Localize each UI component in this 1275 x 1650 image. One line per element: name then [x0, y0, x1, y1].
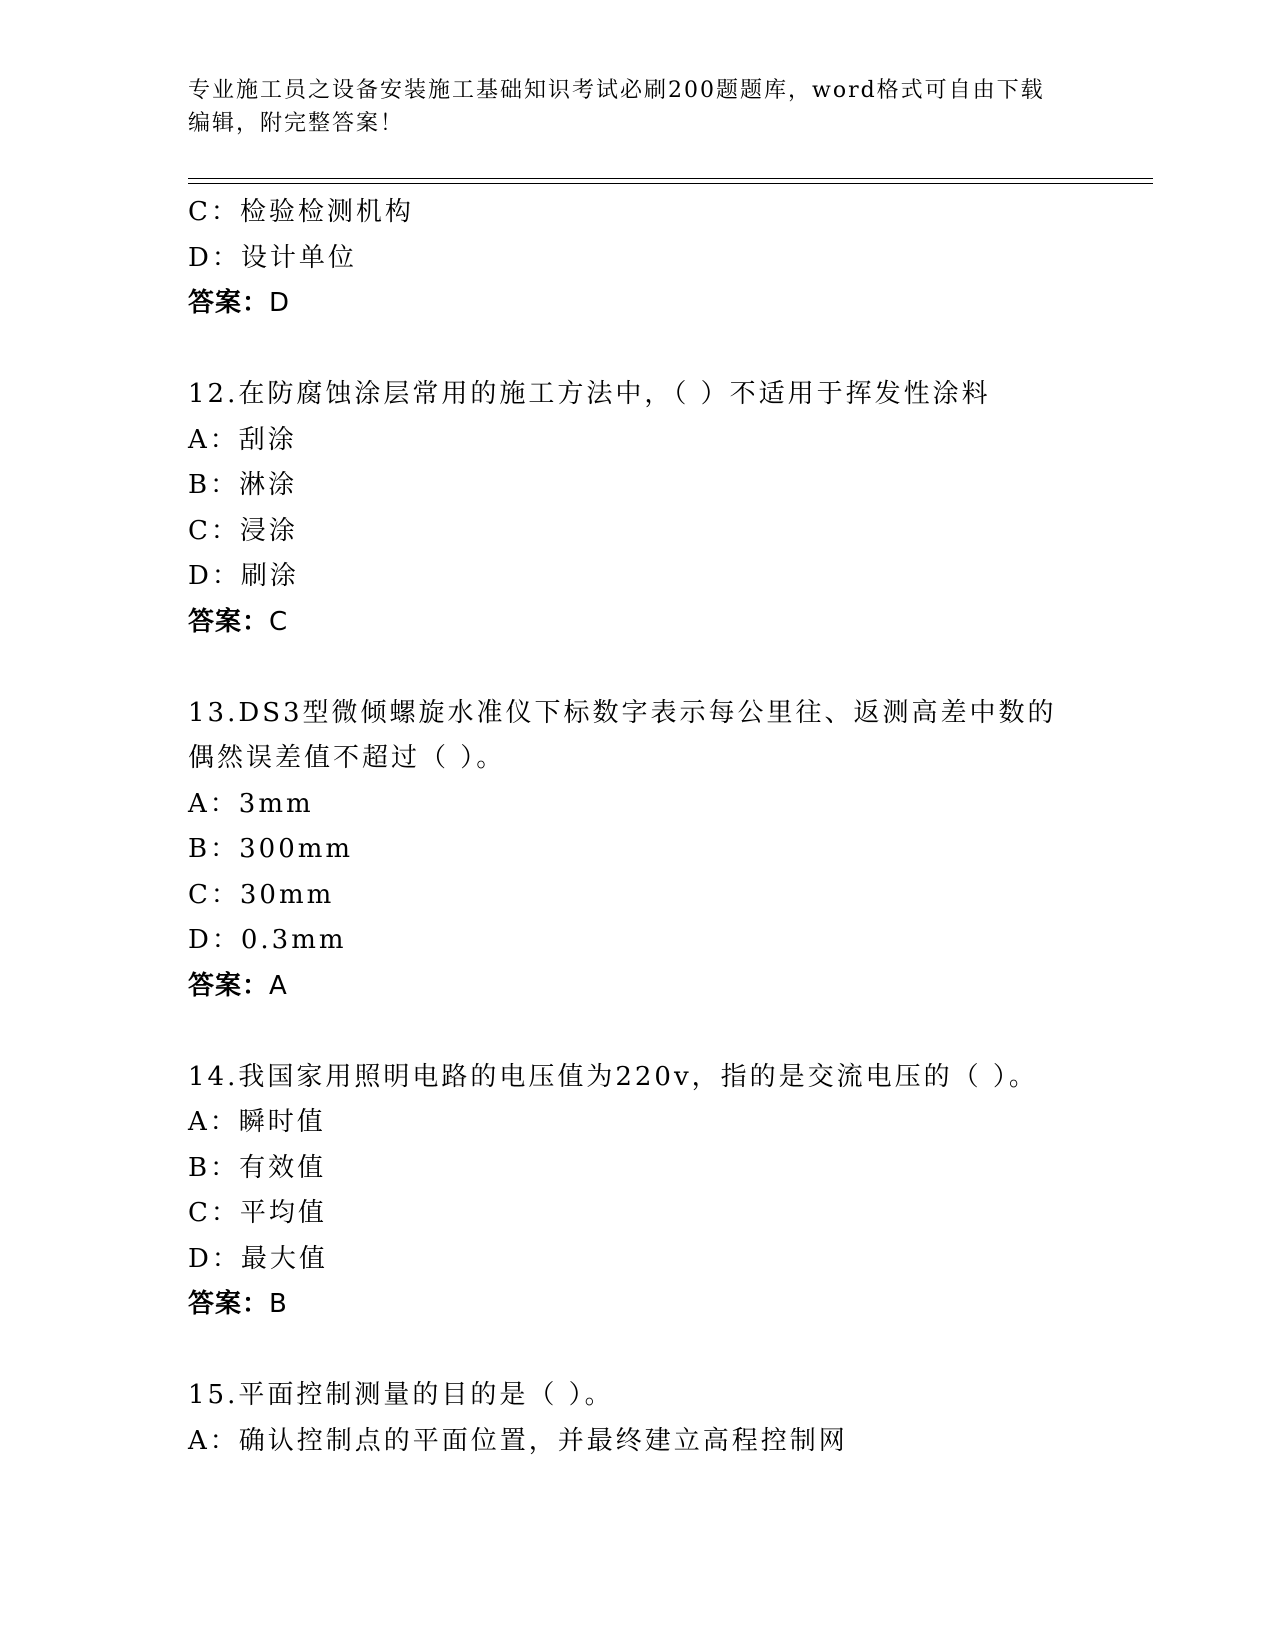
answer-line	[188, 1282, 1148, 1328]
question-stem: 12.在防腐蚀涂层常用的施工方法中，（ ）不适用于挥发性涂料	[188, 379, 991, 409]
option-a: A：3mm	[188, 788, 314, 819]
option-c: C：浸涂	[188, 515, 298, 546]
answer-label: 答案：	[188, 288, 270, 318]
answer-line	[188, 281, 1148, 327]
answer-value: B	[269, 1289, 288, 1319]
option-c: C：30mm	[188, 879, 335, 910]
answer-line	[188, 600, 1148, 646]
option-d: D：最大值	[188, 1243, 328, 1274]
question-list	[188, 190, 1148, 1464]
document-header: 专业施工员之设备安装施工基础知识考试必刷200题题库，word格式可自由下载编辑，附完整答案！	[188, 78, 1045, 136]
answer-line	[188, 964, 1148, 1010]
question-stem: 13.DS3型微倾螺旋水准仪下标数字表示每公里往、返测高差中数的偶然误差值不超过（ ）。	[188, 697, 1057, 773]
header-divider-bottom	[188, 183, 1153, 184]
header-divider-top	[188, 178, 1153, 179]
option-d: D：0.3mm	[188, 925, 347, 955]
answer-value: D	[269, 288, 291, 318]
option-c: C：检验检测机构	[188, 197, 414, 227]
option-b: B：有效值	[188, 1152, 327, 1183]
option-d: D：刷涂	[188, 561, 299, 591]
answer-label: 答案：	[188, 1289, 270, 1319]
option-a: A：瞬时值	[188, 1107, 326, 1137]
option-d: D：设计单位	[188, 242, 357, 273]
option-a: A：刮涂	[188, 424, 297, 455]
option-b: B：300mm	[188, 834, 354, 864]
answer-label: 答案：	[188, 606, 270, 637]
option-b: B：淋涂	[188, 470, 298, 500]
question-stem: 14.我国家用照明电路的电压值为220v，指的是交流电压的（ ）。	[188, 1061, 1038, 1092]
answer-value: A	[269, 970, 288, 1001]
option-c: C：平均值	[188, 1198, 327, 1228]
answer-label: 答案：	[188, 970, 270, 1001]
question-stem: 15.平面控制测量的目的是（ ）。	[188, 1380, 614, 1410]
option-a: A：确认控制点的平面位置，并最终建立高程控制网	[188, 1425, 848, 1456]
answer-value: C	[269, 606, 289, 637]
